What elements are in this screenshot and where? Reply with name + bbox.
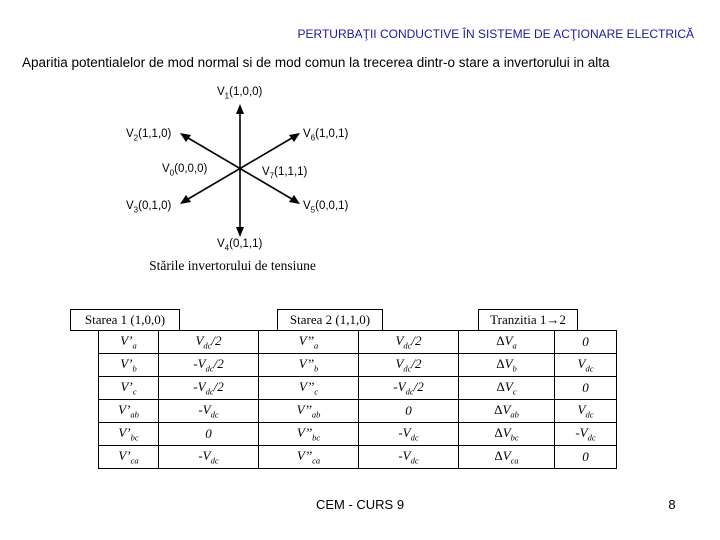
- cell-main: V: [395, 356, 404, 372]
- table-cell: [159, 354, 259, 377]
- cell-main: V’: [120, 379, 133, 395]
- arrow-down-icon: [236, 227, 244, 237]
- table-cell: [555, 377, 617, 400]
- cell-subscript: dc: [585, 409, 594, 420]
- table-cell: [99, 446, 159, 469]
- table-cell: [159, 400, 259, 423]
- delta-symbol: Δ: [496, 379, 505, 395]
- cell-subscript: dc: [203, 340, 212, 351]
- page-number: 8: [668, 497, 676, 512]
- arrow-lower-right-icon: [289, 195, 300, 204]
- footer-text: CEM - CURS 9: [315, 497, 405, 512]
- cell-subscript: ab: [311, 409, 321, 420]
- cell-subscript: dc: [210, 455, 219, 466]
- right-arrow-icon: →: [546, 312, 560, 327]
- table-cell: [555, 423, 617, 446]
- table-cell: [159, 446, 259, 469]
- cell-main: V: [502, 402, 511, 418]
- cell-main: V’’: [298, 356, 314, 372]
- cell-main: -V: [575, 425, 588, 441]
- table-cell: [159, 331, 259, 354]
- arrow-lower-left-icon: [180, 195, 191, 204]
- slide-header: PERTURBAŢII CONDUCTIVE ÎN SISTEME DE ACŢIONARE ELECTRICĂ: [297, 27, 694, 41]
- cell-subscript: dc: [403, 363, 412, 374]
- cell-subscript: dc: [587, 432, 596, 443]
- delta-symbol: Δ: [494, 425, 503, 441]
- cell-subscript: bc: [130, 432, 139, 443]
- table-cell: [359, 423, 459, 446]
- cell-main: V: [504, 379, 513, 395]
- vector-label-v5: $V_5(0,0,1)$: [303, 200, 349, 215]
- cell-subscript: dc: [403, 340, 412, 351]
- cell-subscript: ca: [510, 455, 519, 466]
- table-cell: [259, 331, 359, 354]
- cell-main: V’’: [296, 425, 313, 441]
- state2-header: Starea 2 (1,1,0): [277, 309, 383, 331]
- cell-main: -V: [398, 425, 411, 441]
- cell-subscript: b: [512, 363, 517, 374]
- table-cell: [99, 377, 159, 400]
- delta-symbol: Δ: [494, 448, 503, 464]
- cell-subscript: dc: [410, 432, 419, 443]
- table-cell: [99, 400, 159, 423]
- state1-header: Starea 1 (1,0,0): [70, 309, 180, 331]
- cell-main: -V: [198, 448, 211, 464]
- cell-subscript: c: [314, 386, 318, 397]
- table-cell: [555, 446, 617, 469]
- table-cell: [459, 331, 555, 354]
- vector-label-v1: $V_1(1,0,0)$: [217, 86, 263, 101]
- cell-suffix: /2: [211, 333, 222, 349]
- cell-subscript: dc: [205, 363, 214, 374]
- cell-main: V’: [118, 448, 131, 464]
- cell-main: -V: [393, 379, 406, 395]
- cell-main: V’’: [298, 333, 314, 349]
- cell-main: V: [504, 333, 513, 349]
- cell-subscript: a: [132, 340, 137, 351]
- cell-main: -V: [198, 402, 211, 418]
- delta-symbol: Δ: [496, 333, 505, 349]
- cell-subscript: dc: [585, 363, 594, 374]
- table-cell: [99, 423, 159, 446]
- table-row: [99, 354, 617, 377]
- vector-label-v2: $V_2(1,1,0)$: [126, 128, 172, 143]
- cell-suffix: /2: [213, 356, 224, 372]
- cell-main: V’: [120, 356, 133, 372]
- cell-main: V’’: [296, 448, 313, 464]
- cell-subscript: dc: [205, 386, 214, 397]
- table-row: [99, 377, 617, 400]
- cell-main: V’’: [296, 402, 312, 418]
- cell-subscript: b: [132, 363, 137, 374]
- potentials-table-body: [99, 331, 617, 469]
- cell-subscript: ab: [130, 409, 139, 420]
- table-cell: [459, 400, 555, 423]
- transition-header: Tranzitia 1→2: [478, 309, 578, 331]
- table-cell: [555, 354, 617, 377]
- table-cell: [259, 377, 359, 400]
- cell-main: 0: [582, 449, 589, 464]
- table-cell: [359, 400, 459, 423]
- cell-subscript: ab: [510, 409, 519, 420]
- arrow-upper-right-icon: [289, 133, 300, 142]
- table-cell: [555, 400, 617, 423]
- vector-label-v6: $V_6(1,0,1)$: [303, 128, 349, 143]
- cell-subscript: a: [313, 340, 319, 351]
- cell-suffix: /2: [411, 356, 422, 372]
- cell-subscript: bc: [312, 432, 321, 443]
- vector-label-v7: $V_7(1,1,1)$: [262, 166, 308, 181]
- table-cell: [359, 377, 459, 400]
- cell-main: 0: [582, 334, 589, 349]
- cell-main: 0: [405, 403, 412, 418]
- table-cell: [99, 354, 159, 377]
- cell-main: V: [577, 402, 586, 418]
- cell-subscript: a: [512, 340, 517, 351]
- cell-subscript: c: [132, 386, 137, 397]
- cell-main: V’’: [299, 379, 315, 395]
- cell-main: V’: [118, 425, 131, 441]
- cell-main: 0: [205, 426, 212, 441]
- table-cell: [359, 331, 459, 354]
- vector-label-v0: $V_0(0,0,0)$: [162, 163, 208, 178]
- cell-main: V: [577, 356, 586, 372]
- vector-label-v4: $V_4(0,1,1)$: [217, 238, 263, 253]
- table-row: [99, 446, 617, 469]
- diagram-caption: Stările invertorului de tensiune: [149, 258, 316, 273]
- cell-main: -V: [193, 356, 206, 372]
- cell-subscript: b: [313, 363, 319, 374]
- cell-main: V: [395, 333, 404, 349]
- delta-symbol: Δ: [494, 402, 503, 418]
- cell-main: V’: [118, 402, 131, 418]
- table-cell: [459, 354, 555, 377]
- cell-subscript: bc: [510, 432, 519, 443]
- table-row: [99, 400, 617, 423]
- cell-subscript: c: [512, 386, 517, 397]
- cell-subscript: dc: [410, 455, 419, 466]
- arrow-upper-left-icon: [180, 133, 191, 142]
- cell-main: -V: [398, 448, 411, 464]
- table-row: [99, 331, 617, 354]
- table-cell: [259, 354, 359, 377]
- table-cell: [259, 446, 359, 469]
- cell-suffix: /2: [411, 333, 422, 349]
- cell-main: 0: [582, 380, 589, 395]
- table-cell: [99, 331, 159, 354]
- table-cell: [359, 446, 459, 469]
- potentials-table: [98, 330, 617, 469]
- table-cell: [259, 400, 359, 423]
- table-cell: [159, 377, 259, 400]
- table-cell: [555, 331, 617, 354]
- table-cell: [459, 423, 555, 446]
- cell-main: -V: [193, 379, 206, 395]
- cell-main: V: [504, 356, 513, 372]
- cell-subscript: dc: [210, 409, 219, 420]
- table-cell: [359, 354, 459, 377]
- cell-subscript: dc: [405, 386, 414, 397]
- vector-label-v3: $V_3(0,1,0)$: [126, 200, 172, 215]
- table-cell: [459, 446, 555, 469]
- table-cell: [159, 423, 259, 446]
- cell-subscript: ca: [312, 455, 321, 466]
- delta-symbol: Δ: [496, 356, 505, 372]
- table-cell: [459, 377, 555, 400]
- cell-suffix: /2: [213, 379, 224, 395]
- cell-main: V: [502, 425, 511, 441]
- cell-main: V: [502, 448, 511, 464]
- cell-subscript: ca: [130, 455, 139, 466]
- table-row: [99, 423, 617, 446]
- slide-subtitle: Aparitia potentialelor de mod normal si de mod comun la trecerea dintr-o stare a invertorului in alta: [22, 55, 610, 70]
- table-cell: [259, 423, 359, 446]
- arrow-up-icon: [236, 104, 244, 114]
- cell-suffix: /2: [413, 379, 424, 395]
- cell-main: V: [195, 333, 204, 349]
- cell-main: V’: [120, 333, 133, 349]
